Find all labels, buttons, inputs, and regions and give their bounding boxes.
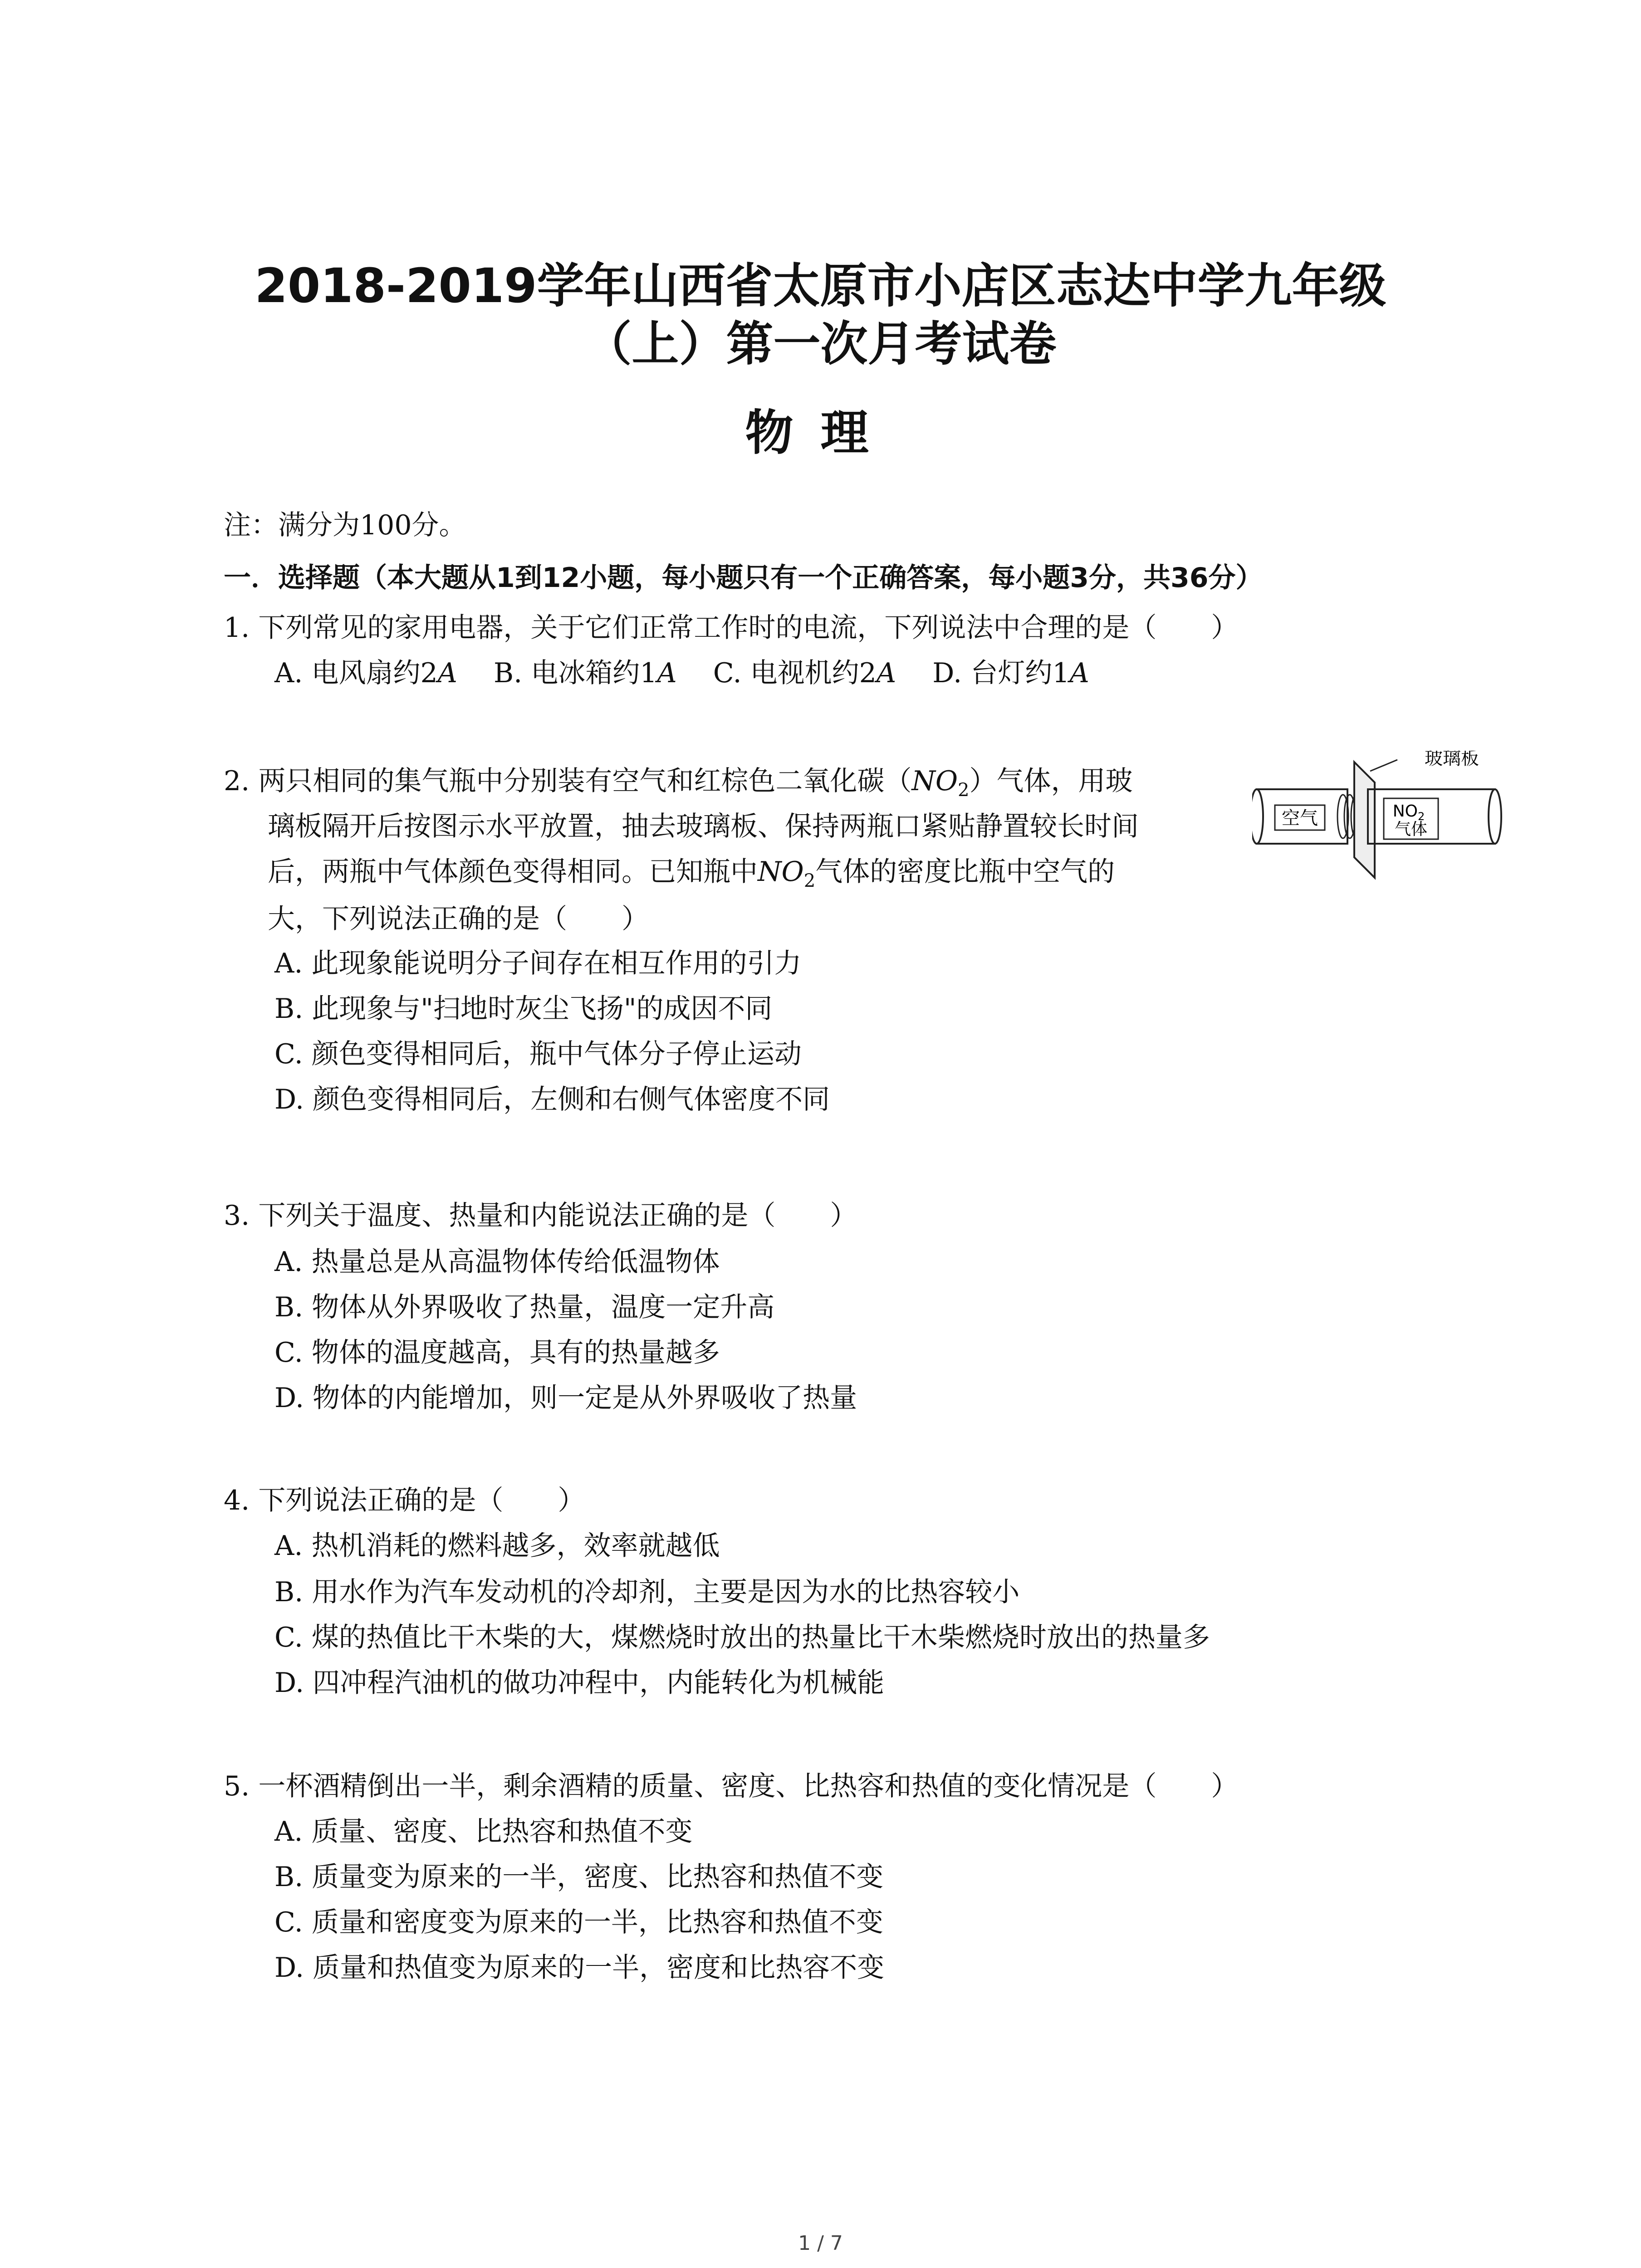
gas-diffusion-diagram bbox=[1252, 751, 1506, 887]
glass-plate-label: 玻璃板 bbox=[1425, 751, 1479, 769]
option-a: A. 热量总是从高温物体传给低温物体 bbox=[274, 1246, 720, 1278]
option-c: C. 质量和密度变为原来的一半，比热容和热值不变 bbox=[274, 1906, 883, 1938]
subject-title: 物理 bbox=[745, 405, 896, 461]
option-d: D. 台灯约1A bbox=[932, 657, 1089, 689]
option-b: B. 此现象与"扫地时灰尘飞扬"的成因不同 bbox=[274, 993, 773, 1025]
exam-title-line1: 2018-2019学年山西省太原市小店区志达中学九年级 bbox=[255, 258, 1386, 313]
gas-bottles-figure bbox=[1252, 751, 1506, 887]
answer-paren: ） bbox=[622, 903, 649, 935]
question-stem-line4: 大，下列说法正确的是（ ） bbox=[268, 903, 649, 935]
option-b: B. 用水作为汽车发动机的冷却剂，主要是因为水的比热容较小 bbox=[274, 1576, 1020, 1608]
option-b: B. 电冰箱约1A bbox=[494, 657, 677, 689]
question-stem: 3. 下列关于温度、热量和内能说法正确的是（ ） bbox=[224, 1200, 857, 1232]
answer-paren: ） bbox=[1211, 1770, 1239, 1802]
answer-paren: ） bbox=[558, 1485, 585, 1516]
option-b: B. 物体从外界吸收了热量，温度一定升高 bbox=[274, 1291, 775, 1323]
option-d: D. 物体的内能增加，则一定是从外界吸收了热量 bbox=[274, 1382, 857, 1414]
question-stem-line2: 璃板隔开后按图示水平放置，抽去玻璃板、保持两瓶口紧贴静置较长时间 bbox=[268, 811, 1139, 842]
option-d: D. 四冲程汽油机的做功冲程中，内能转化为机械能 bbox=[274, 1667, 885, 1699]
option-b: B. 质量变为原来的一半，密度、比热容和热值不变 bbox=[274, 1861, 884, 1893]
question-stem: 4. 下列说法正确的是（ ） bbox=[224, 1485, 585, 1516]
option-a: A. 热机消耗的燃料越多，效率就越低 bbox=[274, 1530, 720, 1562]
no2-label: $NO_2$ bbox=[1392, 802, 1425, 823]
option-a: A. 质量、密度、比热容和热值不变 bbox=[274, 1816, 693, 1848]
stem-text: 1. 下列常见的家用电器，关于它们正常工作时的电流，下列说法中合理的是（ bbox=[224, 612, 1157, 644]
option-c: C. 物体的温度越高，具有的热量越多 bbox=[274, 1337, 720, 1369]
question-stem-line1: 2. 两只相同的集气瓶中分别装有空气和红棕色二氧化碳$(NO_2)$气体，用玻 bbox=[224, 765, 1133, 801]
air-label: 空气 bbox=[1282, 808, 1318, 829]
answer-paren: ） bbox=[830, 1200, 857, 1232]
option-c: C. 颜色变得相同后，瓶中气体分子停止运动 bbox=[274, 1038, 802, 1070]
options-row bbox=[274, 655, 1126, 691]
section-heading: 一．选择题（本大题从1到12小题，每小题只有一个正确答案，每小题3分，共36分） bbox=[224, 562, 1263, 594]
option-c: C. 电视机约2A bbox=[713, 657, 896, 689]
answer-paren: ） bbox=[1211, 612, 1239, 644]
option-a: A. 此现象能说明分子间存在相互作用的引力 bbox=[274, 948, 802, 979]
option-a: A. 电风扇约2A bbox=[274, 657, 457, 689]
question-stem: 5. 一杯酒精倒出一半，剩余酒精的质量、密度、比热容和热值的变化情况是（ ） bbox=[224, 1770, 1239, 1802]
option-d: D. 颜色变得相同后，左侧和右侧气体密度不同 bbox=[274, 1084, 830, 1115]
exam-title-line2: （上）第一次月考试卷 bbox=[584, 316, 1057, 371]
question-stem-line3: 后，两瓶中气体颜色变得相同。已知瓶中$NO_2$气体的密度比瓶中空气的 bbox=[268, 856, 1115, 891]
page-number: 1 / 7 bbox=[798, 2232, 843, 2255]
option-c: C. 煤的热值比干木柴的大，煤燃烧时放出的热量比干木柴燃烧时放出的热量多 bbox=[274, 1622, 1210, 1653]
score-note: 注：满分为100分。 bbox=[224, 509, 466, 541]
gas-label: 气体 bbox=[1394, 820, 1428, 839]
option-d: D. 质量和热值变为原来的一半，密度和比热容不变 bbox=[274, 1952, 885, 1984]
question-stem bbox=[224, 610, 1238, 646]
